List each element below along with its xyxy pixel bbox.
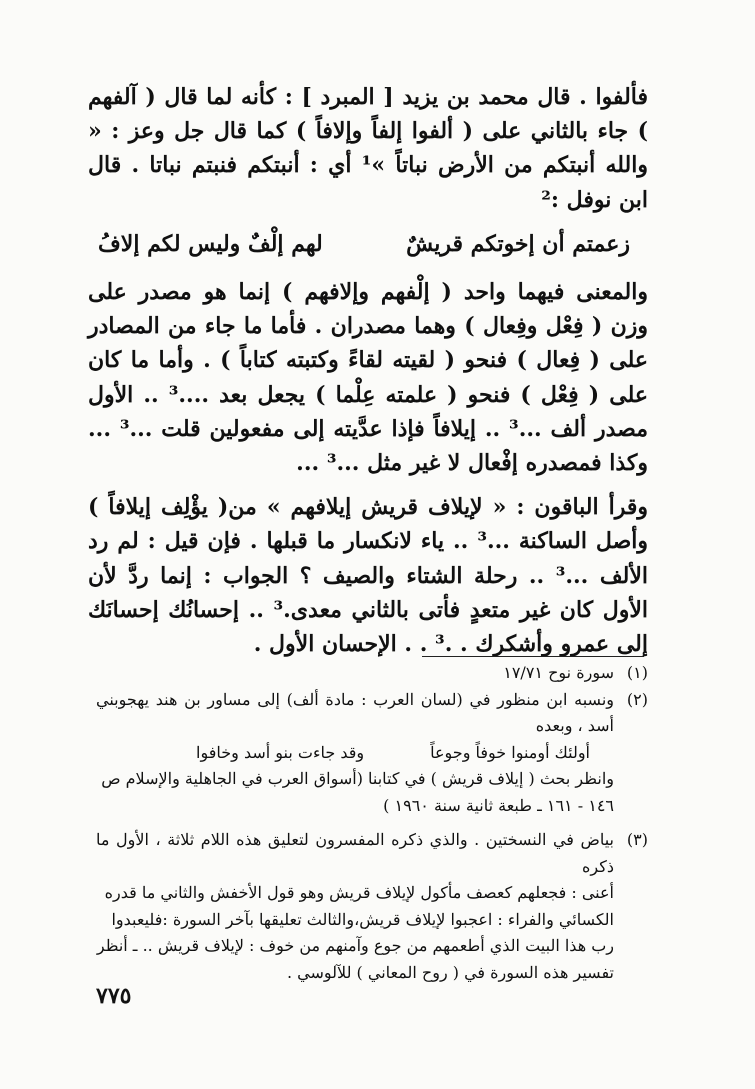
text-line: على ( ألفوا إلفاً وإلافاً ) كما قال جل وعز : « والله أنبتكم من الأرض	[88, 118, 648, 179]
text-line: نباتاً »¹ أي : أنبتكم فنبتم نباتا . قال ابن نوفل :²	[88, 152, 648, 213]
text-line: رحلة الشتاء والصيف ؟ الجواب : إنما ردَّ لأن الأول كان غير متعدٍ فأتى	[88, 562, 648, 623]
text-line: ( لقيته لقاءً وكتبته كتاباً ) . وأما ما كان على ( فِعْل ) فنحو ( علمته عِلْما )	[88, 347, 648, 408]
footnote-2	[96, 687, 648, 820]
poetry-verse	[98, 227, 630, 261]
paragraph-1	[88, 80, 648, 217]
verse-hemistich-first: أولئك أومنوا خوفاً وجوعاً	[430, 742, 590, 762]
text-line: الأول .	[253, 631, 315, 658]
footnote-3	[96, 827, 648, 986]
footnote-text: أعنى : فجعلهم كعصف مأكول لإيلاف قريش وهو قول الأخفش والثاني ما قدره	[104, 883, 614, 902]
footnote-text: رب هذا البيت الذي أطعمهم من جوع وآمنهم من خوف : لإيلاف قريش .. ـ أنظر	[96, 936, 614, 955]
footnote-text: ونسبه ابن منظور في (لسان العرب : مادة ألف) إلى مساور بن هند يهجوبني أسد ، وبعده	[96, 689, 614, 735]
main-text	[88, 80, 648, 661]
paragraph-3	[88, 490, 648, 661]
text-line: بالثاني معدى.³ .. إحسانُك إحسانَك إلى عمرو وأشكرك . .³ . . الإحسان	[88, 596, 648, 658]
footnote-1	[96, 660, 648, 687]
page-number: ٧٧٥	[96, 983, 132, 1009]
footnote-text: سورة نوح ١٧/٧١	[503, 663, 614, 682]
text-line: يجعل بعد ....³ .. الأول مصدر ألف ...³ .. إيلافاً فإذا عدَّيته إلى	[88, 381, 648, 442]
text-line: مفعولين قلت ...³ ... وكذا فمصدره إفْعال لا غير مثل ...³ ...	[88, 415, 648, 477]
text-line: الساكنة ...³ .. ياء لانكسار ما قبلها . فإن قيل : لم رد الألف ...³ ..	[88, 528, 648, 589]
footnote-number: (٢)	[626, 689, 648, 709]
footnotes	[96, 660, 648, 986]
footnote-text: الكسائي والفراء : اعجبوا لإيلاف قريش،والثالث تعليقها بآخر السورة :فليعبدوا	[111, 909, 614, 929]
footnote-text: تفسير هذه السورة في ( روح المعاني ) للآلوسي .	[286, 962, 614, 982]
footnote-text: وانظر بحث ( إيلاف قريش ) في كتابنا (أسواق العرب في الجاهلية والإسلام ص	[101, 769, 614, 788]
verse-hemistich-second: وقد جاءت بنو أسد وخافوا	[196, 742, 365, 762]
footnote-text: ١٤٦ - ١٦١ ـ طبعة ثانية سنة ١٩٦٠ )	[383, 795, 614, 815]
footnote-separator	[422, 656, 644, 657]
footnote-number: (٣)	[626, 830, 648, 849]
text-line: وقرأ الباقون : « لإيلاف قريش إيلافهم » من( يؤْلِف إيلافاً ) وأصل	[88, 494, 648, 555]
footnote-verse	[196, 740, 590, 767]
footnote-text: بياض في النسختين . والذي ذكره المفسرون لتعليق هذه اللام ثلاثة ، الأول ما ذكره	[96, 830, 614, 876]
verse-hemistich-second: لهم إلْفٌ وليس لكم إلافُ	[98, 230, 323, 257]
text-line: والمعنى فيهما واحد ( إلْفهم وإلافهم ) إنما هو مصدر على وزن ( فِعْل	[88, 279, 648, 340]
footnote-number: (١)	[626, 663, 648, 682]
text-line: فألفوا . قال محمد بن يزيد [ المبرد ] : كأنه لما قال ( آلفهم ) جاء بالثاني	[88, 84, 648, 145]
verse-hemistich-first: زعمتم أن إخوتكم قريشٌ	[406, 230, 630, 257]
text-line: وفِعال ) وهما مصدران . فأما ما جاء من المصادر على ( فِعال ) فنحو	[88, 313, 648, 374]
paragraph-2	[88, 275, 648, 480]
